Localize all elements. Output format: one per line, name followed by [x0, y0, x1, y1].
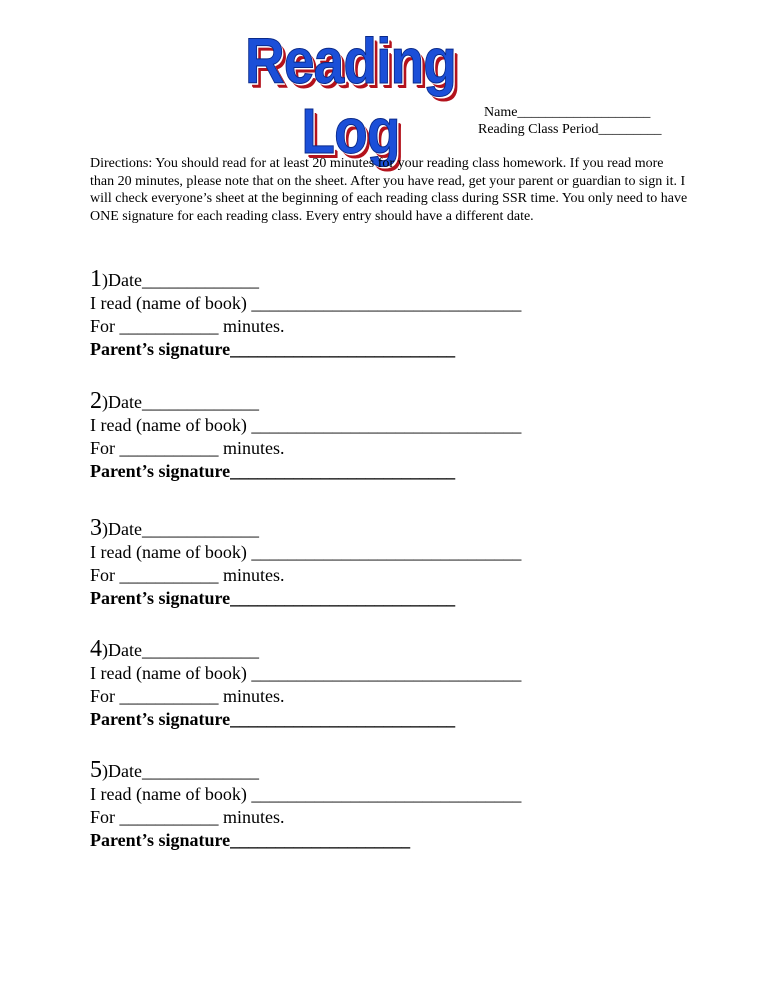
log-entry-1 [90, 268, 710, 361]
date-field[interactable] [90, 517, 710, 541]
minutes-field[interactable]: For ___________ minutes. [90, 686, 285, 706]
signature-field[interactable]: Parent’s signature____________________ [90, 830, 411, 850]
date-label: )Date_____________ [102, 761, 259, 781]
page-title: Reading Log [244, 25, 457, 167]
signature-field[interactable]: Parent’s signature_________________________ [90, 588, 456, 608]
signature-field[interactable]: Parent’s signature_________________________ [90, 709, 456, 729]
log-entry-4 [90, 638, 710, 731]
class-period-field[interactable]: Reading Class Period_________ [478, 122, 662, 137]
minutes-field[interactable]: For ___________ minutes. [90, 438, 285, 458]
date-field[interactable] [90, 638, 710, 662]
book-field[interactable]: I read (name of book) ______________________________ [90, 542, 522, 562]
date-label: )Date_____________ [102, 392, 259, 412]
name-field[interactable]: Name___________________ [484, 105, 651, 120]
log-entry-5 [90, 759, 710, 852]
log-entry-2 [90, 390, 710, 483]
directions-text: Directions: You should read for at least 20 minutes for your reading class homework. If you read more than 20 minutes, please note that on the sheet. After you have read, get your parent or guardian to sign it. I will check everyone’s sheet at the beginning of each reading class during SSR time. You only need to have ONE signature for each reading class. Every entry should have a different date. [90, 156, 688, 224]
log-entry-3 [90, 517, 710, 610]
book-field[interactable]: I read (name of book) ______________________________ [90, 293, 522, 313]
minutes-field[interactable]: For ___________ minutes. [90, 316, 285, 336]
minutes-field[interactable]: For ___________ minutes. [90, 565, 285, 585]
student-info [478, 104, 688, 138]
signature-field[interactable]: Parent’s signature_________________________ [90, 339, 456, 359]
date-label: )Date_____________ [102, 270, 259, 290]
book-field[interactable]: I read (name of book) ______________________________ [90, 663, 522, 683]
book-field[interactable]: I read (name of book) ______________________________ [90, 784, 522, 804]
entry-number: 3 [90, 515, 102, 541]
entry-number: 2 [90, 388, 102, 414]
minutes-field[interactable]: For ___________ minutes. [90, 807, 285, 827]
date-field[interactable] [90, 390, 710, 414]
entry-number: 4 [90, 636, 102, 662]
date-field[interactable] [90, 759, 710, 783]
entry-number: 5 [90, 757, 102, 783]
entry-number: 1 [90, 266, 102, 292]
date-field[interactable] [90, 268, 710, 292]
date-label: )Date_____________ [102, 519, 259, 539]
book-field[interactable]: I read (name of book) ______________________________ [90, 415, 522, 435]
date-label: )Date_____________ [102, 640, 259, 660]
signature-field[interactable]: Parent’s signature_________________________ [90, 461, 456, 481]
